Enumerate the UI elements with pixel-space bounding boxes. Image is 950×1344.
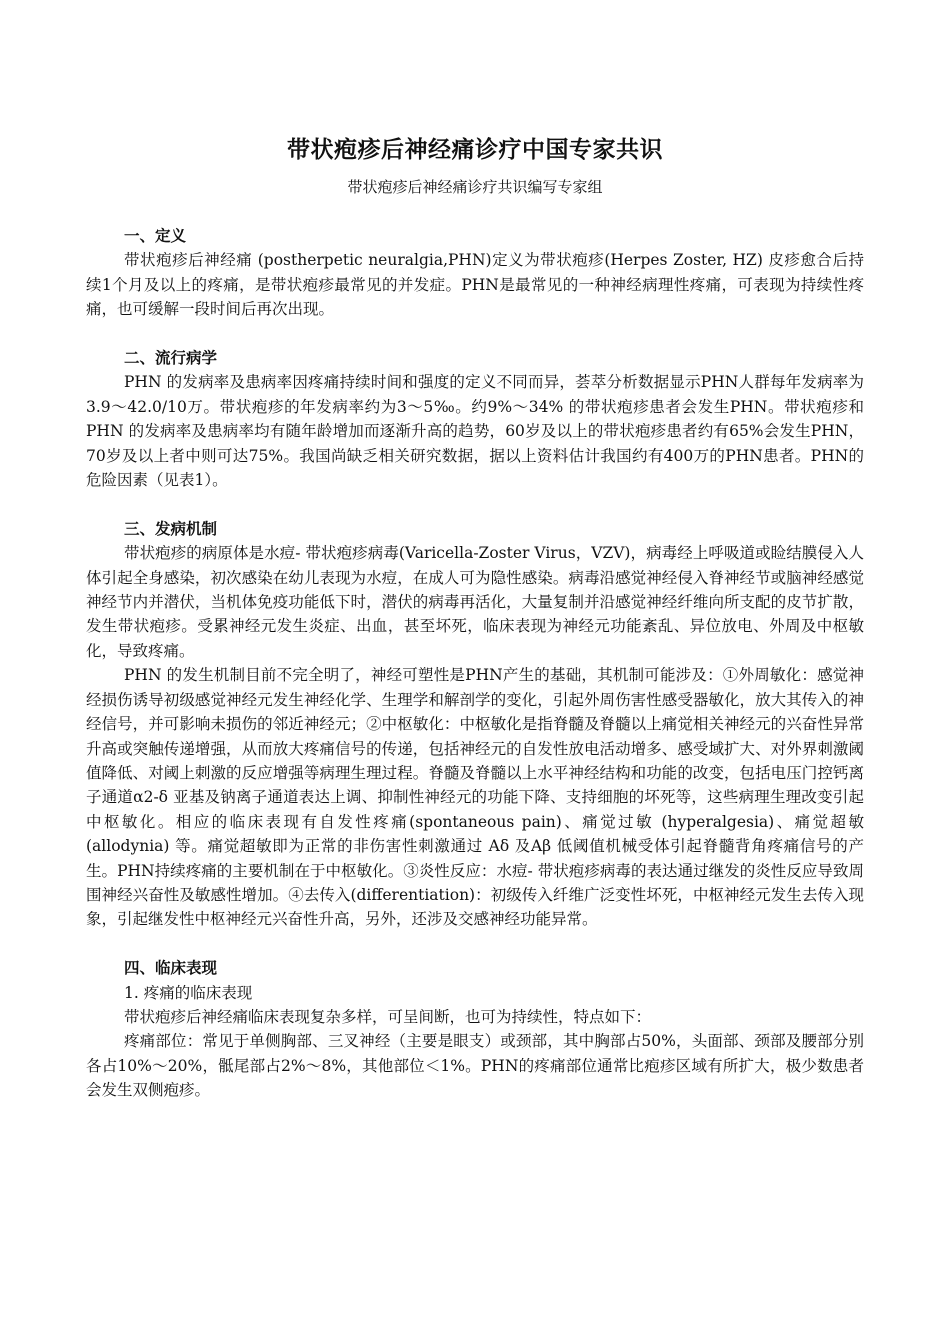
paragraph: 带状疱疹后神经痛 (postherpetic neuralgia,PHN)定义为带状疱疹(Herpes Zoster, HZ) 皮疹愈合后持续1个月及以上的疼痛，是带状疱疹最常见的并发症。PHN是最常见的一种神经病理性疼痛，可表现为持续性疼痛，也可缓解一段时间后再次出现。 bbox=[86, 251, 864, 319]
document-body bbox=[86, 224, 864, 1103]
paragraph: 带状疱疹后神经痛临床表现复杂多样，可呈间断，也可为持续性，特点如下： bbox=[124, 1007, 652, 1026]
section-gap bbox=[86, 492, 864, 516]
paragraph: 带状疱疹的病原体是水痘- 带状疱疹病毒(Varicella-Zoster Virus，VZV)，病毒经上呼吸道或睑结膜侵入人体引起全身感染，初次感染在幼儿表现为水痘，在成人可为隐性感染。病毒沿感觉神经侵入脊神经节或脑神经感觉神经节内并潜伏，当机体免疫功能低下时，潜伏的病毒再活化，大量复制并沿感觉神经纤维向所支配的皮节扩散，发生带状疱疹。受累神经元发生炎症、出血，甚至坏死，临床表现为神经元功能紊乱、异位放电、外周及中枢敏化，导致疼痛。 bbox=[86, 544, 864, 660]
document-author: 带状疱疹后神经痛诊疗共识编写专家组 bbox=[347, 178, 603, 196]
document-title: 带状疱疹后神经痛诊疗中国专家共识 bbox=[287, 137, 663, 163]
paragraph: PHN 的发生机制目前不完全明了，神经可塑性是PHN产生的基础，其机制可能涉及：①外周敏化：感觉神经损伤诱导初级感觉神经元发生神经化学、生理学和解剖学的变化，引起外周伤害性感受器敏化，放大其传入的神经信号，并可影响未损伤的邻近神经元；②中枢敏化：中枢敏化是指脊髓及脊髓以上痛觉相关神经元的兴奋性异常升高或突触传递增强，从而放大疼痛信号的传递，包括神经元的自发性放电活动增多、感受域扩大、对外界刺激阈值降低、对阈上刺激的反应增强等病理生理过程。脊髓及脊髓以上水平神经结构和功能的改变，包括电压门控钙离子通道α2-δ 亚基及钠离子通道表达上调、抑制性神经元的功能下降、支持细胞的坏死等，这些病理生理改变引起中枢敏化。相应的临床表现有自发性疼痛(spontaneous pain)、痛觉过敏 (hyperalgesia)、痛觉超敏 (allodynia) 等。痛觉超敏即为正常的非伤害性刺激通过 Aδ 及Aβ 低阈值机械受体引起脊髓背角疼痛信号的产生。PHN持续疼痛的主要机制在于中枢敏化。③炎性反应：水痘- 带状疱疹病毒的表达通过继发的炎性反应导致周围神经兴奋性及敏感性增加。④去传入(differentiation)：初级传入纤维广泛变性坏死，中枢神经元发生去传入现象，引起继发性中枢神经元兴奋性升高，另外，还涉及交感神经功能异常。 bbox=[86, 666, 864, 929]
section-gap bbox=[86, 322, 864, 346]
section-clinical-manifestations bbox=[86, 956, 864, 1102]
subsection-heading: 1. 疼痛的临床表现 bbox=[124, 983, 253, 1002]
section-gap bbox=[86, 932, 864, 956]
section-heading: 四、临床表现 bbox=[124, 959, 218, 978]
paragraph: PHN 的发病率及患病率因疼痛持续时间和强度的定义不同而异，荟萃分析数据显示PHN人群每年发病率为3.9～42.0/10万。带状疱疹的年发病率约为3～5‰。约9%～34% 的带状疱疹患者会发生PHN。带状疱疹和PHN 的发病率及患病率均有随年龄增加而逐渐升高的趋势，60岁及以上的带状疱疹患者约有65%会发生PHN，70岁及以上者中则可达75%。我国尚缺乏相关研究数据，据以上资料估计我国约有400万的PHN患者。PHN的危险因素（见表1）。 bbox=[86, 373, 864, 490]
section-definition bbox=[86, 224, 864, 322]
section-heading: 一、定义 bbox=[124, 227, 187, 245]
section-pathogenesis bbox=[86, 517, 864, 932]
paragraph: 疼痛部位：常见于单侧胸部、三叉神经（主要是眼支）或颈部，其中胸部占50%，头面部、颈部及腰部分别各占10%～20%，骶尾部占2%～8%，其他部位＜1%。PHN的疼痛部位通常比疱疹区域有所扩大，极少数患者会发生双侧疱疹。 bbox=[86, 1032, 864, 1100]
section-epidemiology bbox=[86, 346, 864, 492]
section-heading: 三、发病机制 bbox=[124, 519, 218, 538]
section-heading: 二、流行病学 bbox=[124, 349, 218, 368]
